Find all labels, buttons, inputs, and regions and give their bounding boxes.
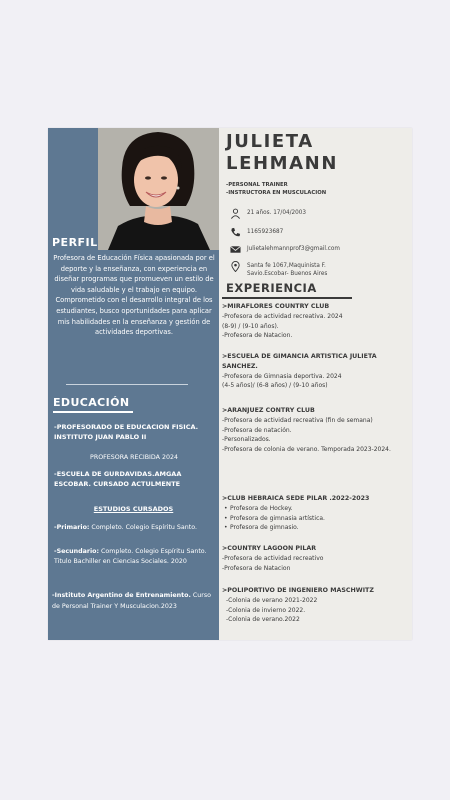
experiencia-heading: EXPERIENCIA (226, 281, 317, 295)
estudio-instituto (52, 590, 218, 612)
instituto-label: -Instituto Argentino de Entrenamiento. (52, 592, 191, 599)
job-line: -Profesora de colonia de verano. Temporada 2023-2024. (222, 446, 391, 454)
location-pin-icon (230, 261, 241, 272)
name-heading (226, 131, 338, 175)
job-title: >POLIPORTIVO DE INGENIERO MASCHWITZ (222, 587, 374, 594)
educacion-item-recibida: PROFESORA RECIBIDA 2024 (90, 454, 178, 461)
profile-photo (98, 128, 219, 250)
job-line: (4-5 años)/ (6-8 años) / (9-10 años) (222, 382, 328, 390)
educacion-item-guardavidas (54, 469, 216, 489)
job-line: (8-9) / (9-10 años). (222, 322, 279, 330)
job-title: >CLUB HEBRAICA SEDE PILAR .2022-2023 (222, 495, 370, 502)
job-title: >COUNTRY LAGOON PILAR (222, 545, 317, 552)
perfil-text: Profesora de Educación Física apasionada por el deporte y la enseñanza, con experiencia en diseñar programas que promueven un estilo de vida saludable y el trabajo en equipo. Comprometido con el desarrollo integral de los estudiantes, busco oportunidades para aplicar mis habilidades en la enseñanza y gestión de actividades deportivas. (53, 254, 215, 337)
perfil-heading: PERFIL (52, 236, 98, 249)
job-line: -Colonia de invierno 2022. (226, 606, 306, 614)
last-name: LEHMANN (226, 153, 339, 174)
secundario-label: -Secundario: (54, 548, 99, 555)
primario-text: Completo. Colegio Espíritu Santo. (89, 524, 197, 531)
job-line: -Profesora de Natacion (222, 564, 291, 572)
address-text (247, 262, 397, 278)
job-title: >ESCUELA DE GIMANCIA ARTISTICA JULIETA SANCHEZ. (222, 353, 377, 370)
job-title-line2: -INSTRUCTORA EN MUSCULACION (226, 189, 327, 196)
job-line: -Profesora de actividad recreativa (fin de semana) (222, 416, 373, 424)
educacion-underline (53, 411, 133, 413)
educacion-item-profesorado: -PROFESORADO DE EDUCACION FISICA. INSTITUTO JUAN PABLO II (54, 423, 199, 441)
instituto-text: Curso de Personal Trainer Y Musculacion.2023 (52, 592, 211, 610)
job-lagoon (222, 544, 409, 573)
job-miraflores (222, 302, 409, 341)
person-icon (230, 208, 241, 219)
list-item: • Profesora de Hockey. (222, 504, 409, 514)
job-aranjuez (222, 406, 409, 455)
job-hebraica (222, 494, 409, 533)
experiencia-underline (222, 297, 352, 299)
job-escuela-gimnasia (222, 352, 409, 391)
primario-label: -Primario: (54, 524, 90, 531)
job-line: -Profesora de Gimnasia deportiva. 2024 (222, 372, 342, 380)
perfil-divider (66, 384, 188, 385)
job-line: -Profesora de actividad recreativo (222, 554, 324, 562)
guardavidas-status: CURSADO ACTULMENTE (91, 480, 181, 488)
job-title-line1: -PERSONAL TRAINER (226, 182, 288, 188)
envelope-icon (230, 244, 241, 255)
job-bullets (222, 504, 409, 533)
birth-text: 21 años. 17/04/2003 (247, 210, 306, 216)
email-text: Julietalehmannprof3@gmail.com (247, 246, 340, 252)
job-maschwitz (222, 586, 409, 625)
estudios-cursados-heading: ESTUDIOS CURSADOS (93, 505, 174, 513)
job-line: -Profesora de actividad recreativa. 2024 (222, 312, 343, 320)
resume-page (48, 128, 412, 640)
address-line2: Savio.Escobar- Buenos Aires (247, 271, 328, 277)
phone-text: 1165923687 (247, 229, 284, 235)
job-line: -Personalizados. (222, 436, 271, 444)
job-title: >MIRAFLORES COUNTRY CLUB (222, 303, 330, 310)
job-line: -Colonia de verano 2021-2022 (226, 596, 318, 604)
list-item: • Profesora de gimnasia artística. (222, 514, 409, 524)
guardavidas-name: -ESCUELA DE GURDAVIDAS.AMGAA ESCOBAR. (54, 470, 182, 488)
list-item: • Profesora de gimnasio. (222, 523, 409, 533)
educacion-heading: EDUCACIÓN (53, 396, 130, 409)
phone-icon (230, 227, 241, 238)
job-title: >ARANJUEZ CONTRY CLUB (222, 407, 315, 414)
estudio-secundario (54, 547, 216, 567)
secundario-text: Completo. Colegio Espíritu Santo. Titulo Bachiller en Ciencias Sociales. 2020 (54, 548, 207, 565)
first-name: JULIETA (226, 131, 314, 152)
job-line: -Profesora de Natacion. (222, 332, 293, 340)
job-line: -Profesora de natación. (222, 426, 292, 434)
job-line: -Colonia de verano.2022 (226, 616, 300, 624)
job-title (226, 182, 326, 197)
estudio-primario (54, 523, 216, 533)
address-line1: Santa fe 1067,Maquinista F. (247, 263, 326, 269)
sidebar-column (48, 128, 219, 640)
